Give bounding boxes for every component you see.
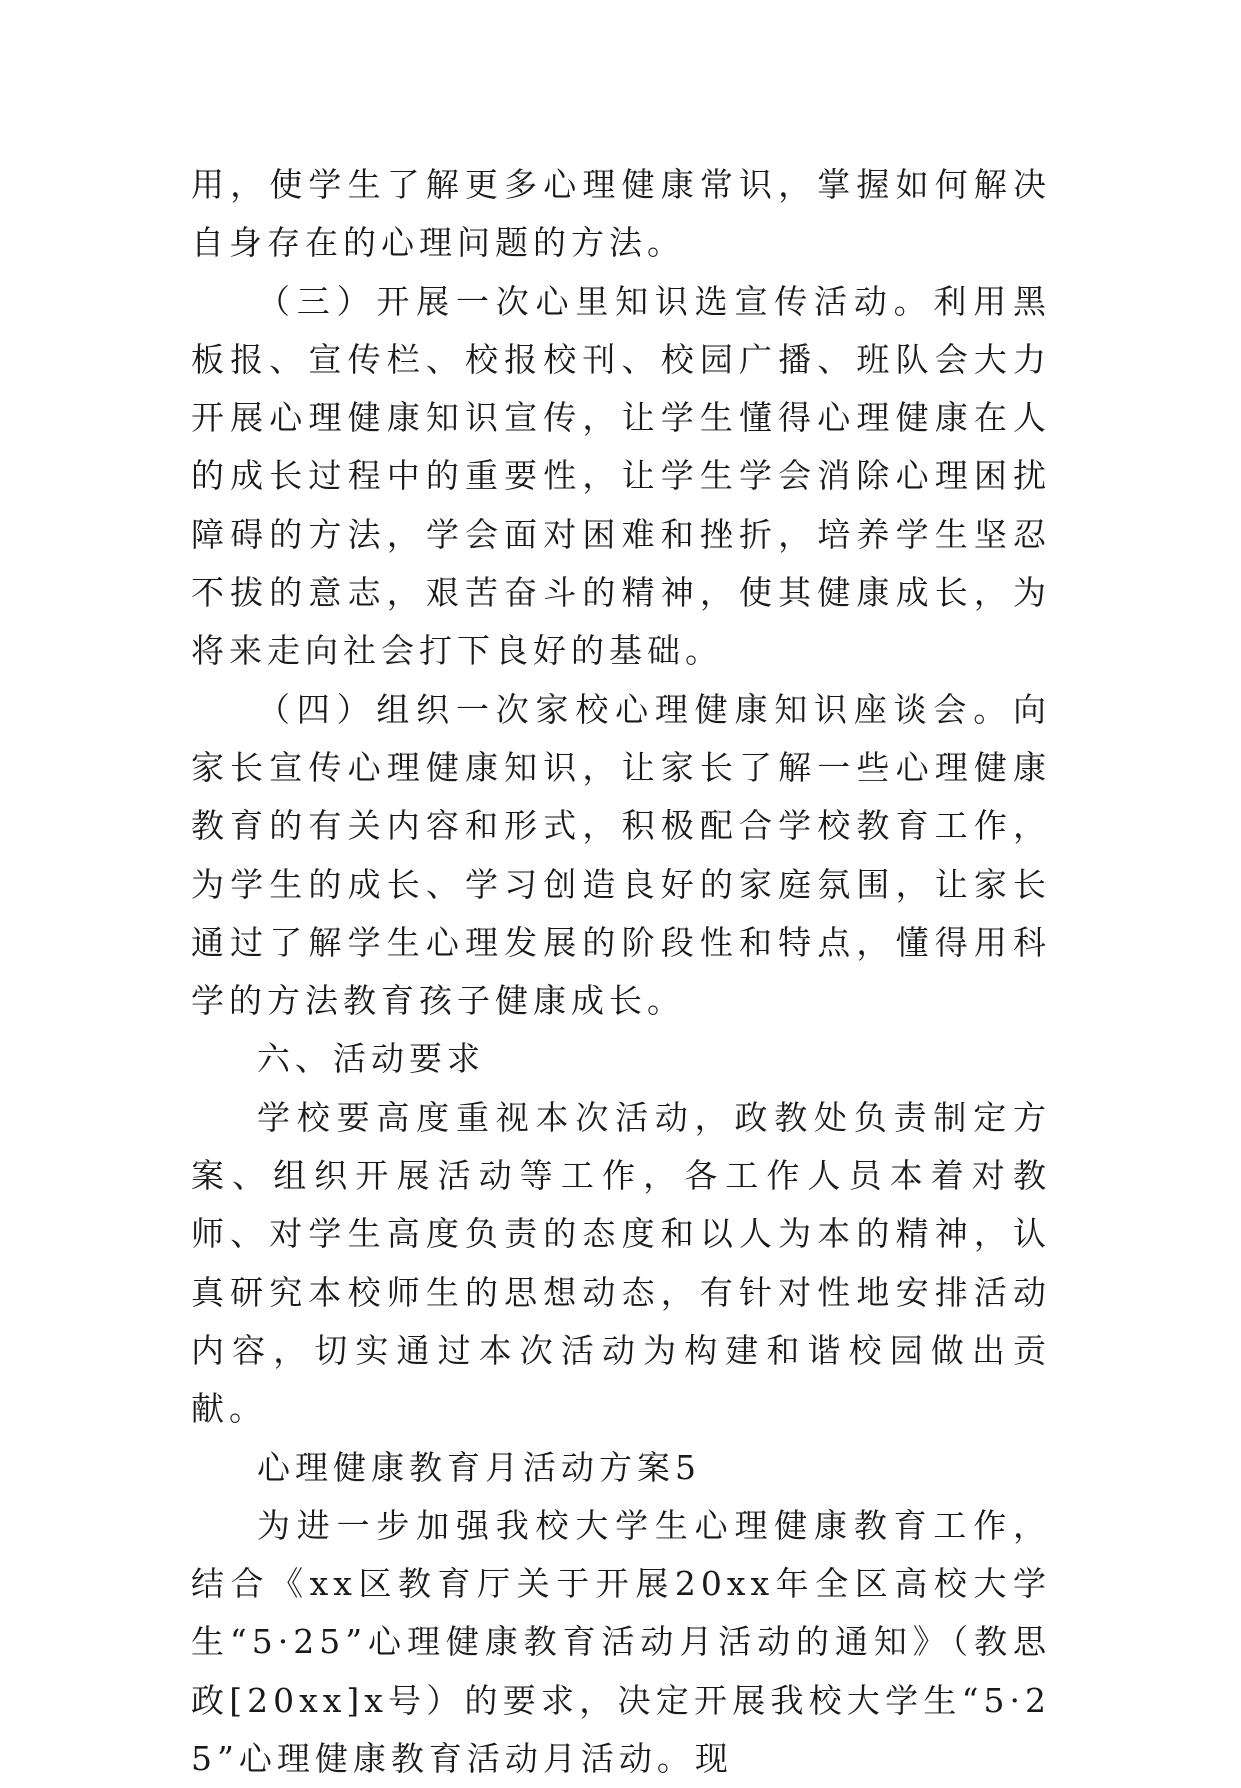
paragraph-requirements: 学校要高度重视本次活动，政教处负责制定方案、组织开展活动等工作，各工作人员本着对教师、对学生高度负责的态度和以人为本的精神，认真研究本校师生的思想动态，有针对性地安排活动内容，切实通过本次活动为构建和谐校园做出贡献。 <box>191 1097 1051 1429</box>
section-heading-requirements: 六、活动要求 <box>257 1039 485 1079</box>
paragraph-plan-intro: 为进一步加强我校大学生心理健康教育工作，结合《xx区教育厅关于开展20xx年全区高校大学生“5·25”心理健康教育活动月活动的通知》（教思政[20xx]x号）的要求，决定开展我校大学生“5·25”心理健康教育活动月活动。现 <box>191 1505 1051 1779</box>
plan-title: 心理健康教育月活动方案5 <box>257 1447 701 1487</box>
paragraph-item-three: （三）开展一次心里知识选宣传活动。利用黑板报、宣传栏、校报校刊、校园广播、班队会大力开展心理健康知识宣传，让学生懂得心理健康在人的成长过程中的重要性，让学生学会消除心理困扰障碍的方法，学会面对困难和挫折，培养学生坚忍不拔的意志，艰苦奋斗的精神，使其健康成长，为将来走向社会打下良好的基础。 <box>191 281 1051 671</box>
paragraph-continuation: 用，使学生了解更多心理健康常识，掌握如何解决自身存在的心理问题的方法。 <box>191 165 1051 263</box>
document-body <box>191 156 1051 1788</box>
paragraph-item-four: （四）组织一次家校心理健康知识座谈会。向家长宣传心理健康知识，让家长了解一些心理健康教育的有关内容和形式，积极配合学校教育工作，为学生的成长、学习创造良好的家庭氛围，让家长通过了解学生心理发展的阶段性和特点，懂得用科学的方法教育孩子健康成长。 <box>191 689 1051 1021</box>
